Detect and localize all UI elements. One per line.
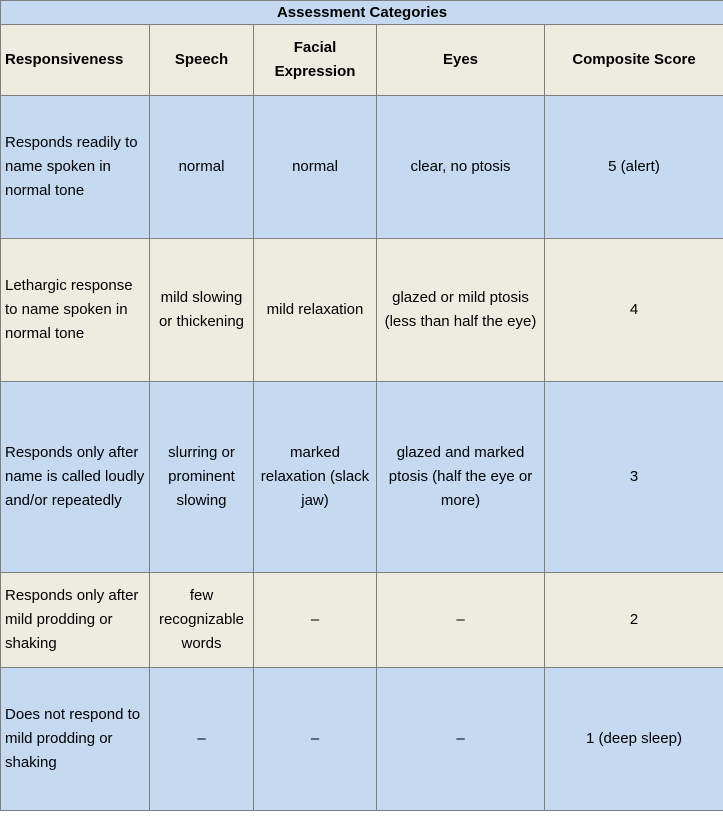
table-title: Assessment Categories (1, 1, 723, 25)
cell-speech: normal (150, 96, 254, 239)
header-eyes: Eyes (377, 25, 545, 96)
cell-speech: few recognizable words (150, 573, 254, 668)
cell-facial-expression: – (254, 668, 377, 811)
cell-eyes: glazed and marked ptosis (half the eye or more) (377, 382, 545, 573)
cell-responsiveness: Responds only after name is called loudly and/or repeatedly (1, 382, 150, 573)
cell-composite-score: 1 (deep sleep) (545, 668, 723, 811)
header-row (1, 25, 723, 96)
cell-facial-expression: mild relaxation (254, 239, 377, 382)
header-composite-score: Composite Score (545, 25, 723, 96)
cell-composite-score: 5 (alert) (545, 96, 723, 239)
cell-speech: slurring or prominent slowing (150, 382, 254, 573)
table-row (1, 96, 723, 239)
header-responsiveness: Responsiveness (1, 25, 150, 96)
cell-eyes: clear, no ptosis (377, 96, 545, 239)
table-row (1, 382, 723, 573)
cell-responsiveness: Responds only after mild prodding or shaking (1, 573, 150, 668)
table-row (1, 573, 723, 668)
cell-responsiveness: Lethargic response to name spoken in normal tone (1, 239, 150, 382)
header-facial-expression: Facial Expression (254, 25, 377, 96)
title-row (1, 1, 723, 25)
cell-eyes: – (377, 573, 545, 668)
cell-speech: mild slowing or thickening (150, 239, 254, 382)
cell-facial-expression: normal (254, 96, 377, 239)
cell-eyes: glazed or mild ptosis (less than half the eye) (377, 239, 545, 382)
cell-composite-score: 2 (545, 573, 723, 668)
table-row (1, 668, 723, 811)
cell-responsiveness: Responds readily to name spoken in normal tone (1, 96, 150, 239)
table-row (1, 239, 723, 382)
header-speech: Speech (150, 25, 254, 96)
cell-facial-expression: marked relaxation (slack jaw) (254, 382, 377, 573)
cell-responsiveness: Does not respond to mild prodding or shaking (1, 668, 150, 811)
cell-composite-score: 4 (545, 239, 723, 382)
cell-composite-score: 3 (545, 382, 723, 573)
cell-eyes: – (377, 668, 545, 811)
cell-facial-expression: – (254, 573, 377, 668)
cell-speech: – (150, 668, 254, 811)
